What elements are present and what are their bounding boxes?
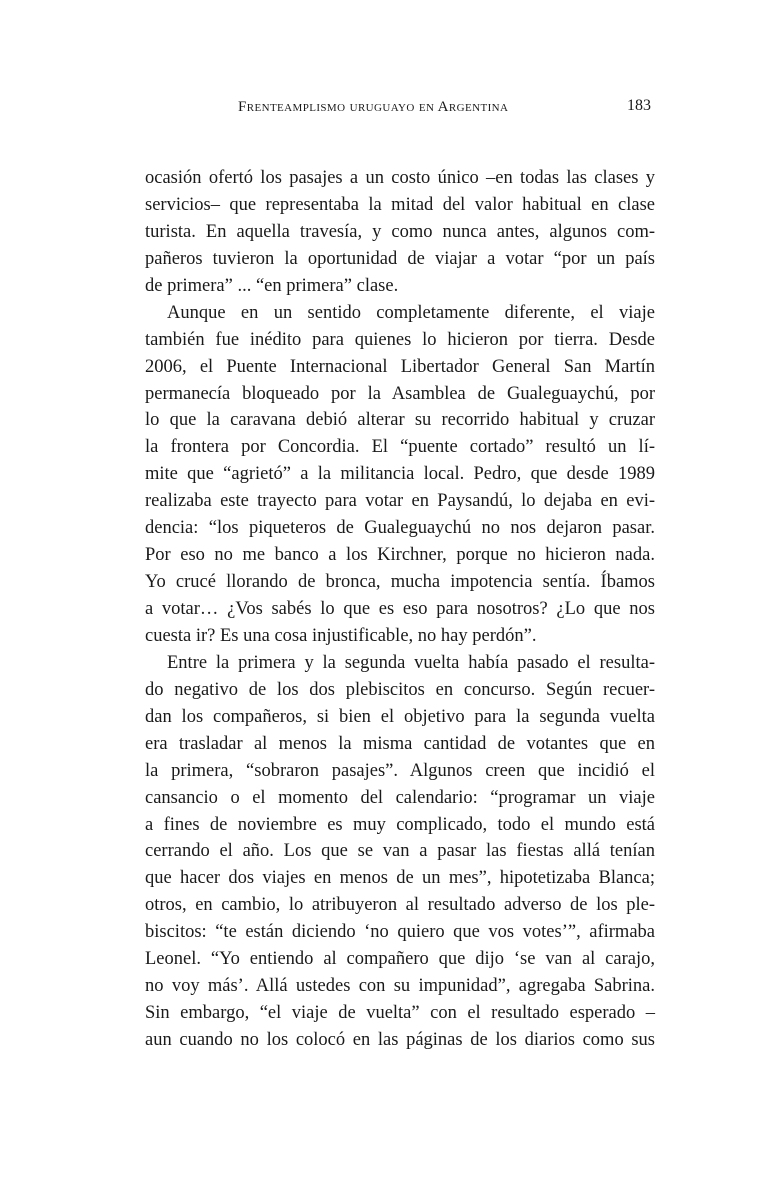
- text-line: 2006, el Puente Internacional Libertador General San Martín: [145, 356, 655, 377]
- text-line: a fines de noviembre es muy complicado, todo el mundo está: [145, 814, 655, 835]
- text-line: Por eso no me banco a los Kirchner, porque no hicieron nada.: [145, 545, 655, 566]
- page-number: 183: [627, 97, 651, 114]
- text-line: biscitos: “te están diciendo ‘no quiero que vos votes’”, afirmaba: [145, 922, 655, 943]
- text-line: también fue inédito para quienes lo hicieron por tierra. Desde: [145, 329, 655, 350]
- text-line: mite que “agrietó” a la militancia local. Pedro, que desde 1989: [145, 464, 655, 485]
- text-line: turista. En aquella travesía, y como nunca antes, algunos com-: [145, 221, 655, 242]
- text-line: de primera” ... “en primera” clase.: [145, 275, 399, 296]
- text-line: dencia: “los piqueteros de Gualeguaychú no nos dejaron pasar.: [145, 518, 655, 539]
- text-line: Leonel. “Yo entiendo al compañero que dijo ‘se van al carajo,: [145, 949, 655, 970]
- text-line: lo que la caravana debió alterar su recorrido habitual y cruzar: [145, 410, 655, 431]
- text-line: cerrando el año. Los que se van a pasar las fiestas allá tenían: [145, 841, 655, 862]
- text-line: era trasladar al menos la misma cantidad de votantes que en: [145, 733, 655, 754]
- text-line: aun cuando no los colocó en las páginas de los diarios como sus: [145, 1030, 655, 1050]
- running-head: Frenteamplismo uruguayo en Argentina: [238, 99, 509, 115]
- text-line: pañeros tuvieron la oportunidad de viajar a votar “por un país: [145, 248, 655, 269]
- text-line: Entre la primera y la segunda vuelta había pasado el resulta-: [167, 652, 655, 673]
- text-line: otros, en cambio, lo atribuyeron al resultado adverso de los ple-: [145, 895, 655, 916]
- text-line: permanecía bloqueado por la Asamblea de Gualeguaychú, por: [145, 383, 655, 404]
- text-line: do negativo de los dos plebiscitos en concurso. Según recuer-: [145, 679, 655, 700]
- text-line: la frontera por Concordia. El “puente cortado” resultó un lí-: [145, 437, 655, 458]
- text-line: dan los compañeros, si bien el objetivo para la segunda vuelta: [145, 706, 655, 727]
- text-line: a votar… ¿Vos sabés lo que es eso para nosotros? ¿Lo que nos: [145, 599, 655, 619]
- text-line: realizaba este trayecto para votar en Paysandú, lo dejaba en evi-: [145, 491, 655, 512]
- text-line: que hacer dos viajes en menos de un mes”, hipotetizaba Blanca;: [145, 868, 655, 889]
- text-line: la primera, “sobraron pasajes”. Algunos creen que incidió el: [145, 760, 655, 781]
- text-line: no voy más’. Allá ustedes con su impunidad”, agregaba Sabrina.: [145, 976, 655, 997]
- text-line: Sin embargo, “el viaje de vuelta” con el resultado esperado –: [145, 1003, 655, 1024]
- text-line: servicios– que representaba la mitad del valor habitual en clase: [145, 194, 655, 215]
- body-text: [145, 165, 655, 1054]
- text-line: Aunque en un sentido completamente diferente, el viaje: [167, 302, 655, 323]
- text-line: Yo crucé llorando de bronca, mucha impotencia sentía. Íbamos: [145, 572, 655, 593]
- text-line: cansancio o el momento del calendario: “programar un viaje: [145, 787, 655, 808]
- text-line: ocasión ofertó los pasajes a un costo único –en todas las clases y: [145, 168, 655, 188]
- text-line: cuesta ir? Es una cosa injustificable, no hay perdón”.: [145, 625, 537, 646]
